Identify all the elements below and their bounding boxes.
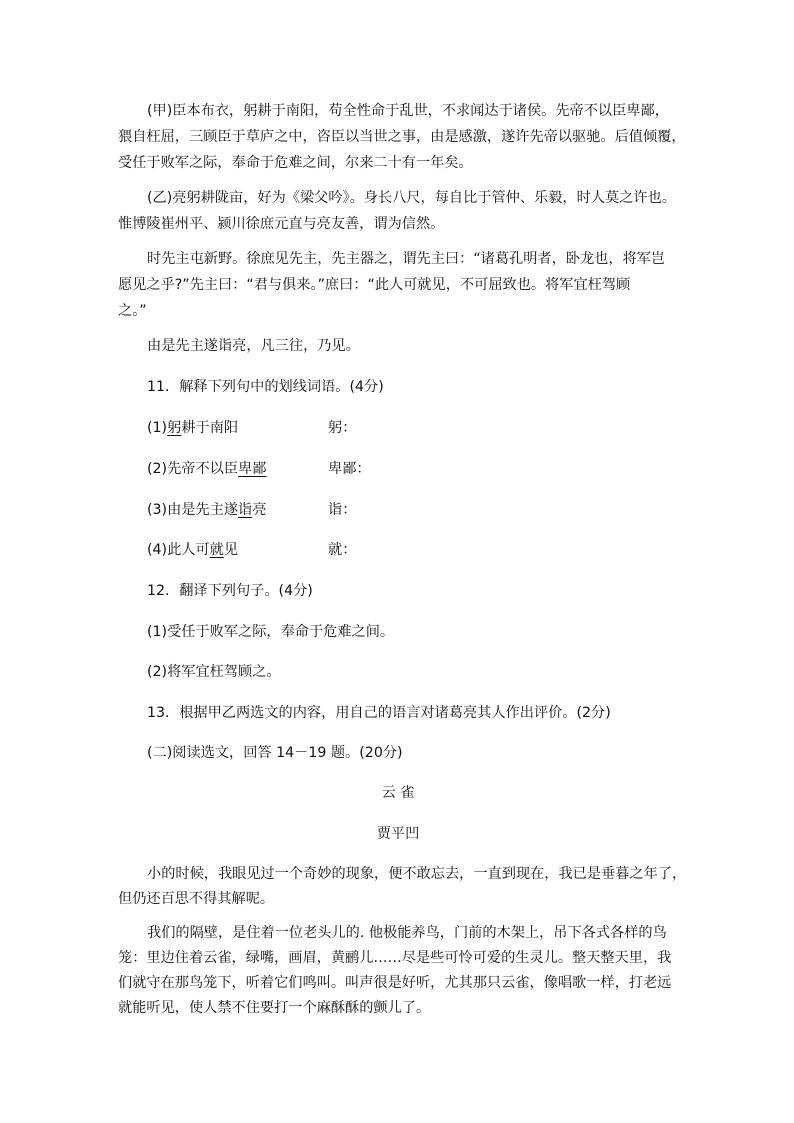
underlined-word: 卑鄙 xyxy=(238,461,267,477)
item-text: (1) xyxy=(147,420,168,436)
answer-label: 卑鄙： xyxy=(328,461,371,477)
passage-jia-line-1: (甲)臣本布衣，躬耕于南阳，苟全性命于乱世，不求闻达于诸侯。先帝不以臣卑鄙， xyxy=(147,103,669,119)
passage-jia-line-3: 受任于败军之际，奉命于危难之间，尔来二十有一年矣。 xyxy=(118,155,473,171)
item-text: 亮 xyxy=(252,502,267,518)
passage-jia-line-2: 猥自枉屈，三顾臣于草庐之中，咨臣以当世之事，由是感激，遂许先帝以驱驰。后值倾覆， xyxy=(118,129,686,145)
article-p2-line-3: 们就守在那鸟笼下，听着它们鸣叫。叫声很是好听，尤其那只云雀，像唱歌一样，打老远 xyxy=(118,975,672,991)
passage-yi-p2-line-2: 愿见之乎?”先主曰：“君与俱来。”庶曰：“此人可就见，不可屈致也。将军宜枉驾顾 xyxy=(118,277,631,293)
passage-yi-p2-line-3: 之。” xyxy=(118,303,147,319)
question-12-stem: 12．翻译下列句子。(4分) xyxy=(147,583,313,599)
question-12-sentence-1: (1)受任于败军之际，奉命于危难之间。 xyxy=(147,624,395,640)
article-p2-line-1: 我们的隔壁，是住着一位老头儿的. 他极能养鸟，门前的木架上，吊下各式各样的鸟 xyxy=(147,925,667,941)
question-12-sentence-2: (2)将军宜枉驾顾之。 xyxy=(147,664,281,680)
article-p1-line-1: 小的时候，我眼见过一个奇妙的现象，便不敢忘去，一直到现在，我已是垂暮之年了， xyxy=(147,866,687,882)
item-text: (2)先帝不以臣 xyxy=(147,461,239,477)
article-p1-line-2: 但仍还百思不得其解呢。 xyxy=(118,891,275,907)
item-text: (3)由是先主遂 xyxy=(147,502,239,518)
item-text: (4)此人可 xyxy=(147,542,210,558)
answer-label: 就： xyxy=(328,542,357,558)
passage-yi-p2-line-1: 时先主屯新野。徐庶见先主，先主器之，谓先主曰：“诸葛孔明者，卧龙也，将军岂 xyxy=(147,251,666,267)
article-title: 云 雀 xyxy=(381,785,415,801)
passage-yi-p3: 由是先主遂诣亮，凡三往，乃见。 xyxy=(147,338,360,354)
article-p2-line-2: 笼：里边住着云雀，绿嘴，画眉，黄鹂儿……尽是些可怜可爱的生灵儿。整天整天里，我 xyxy=(118,950,672,966)
section-2-heading: (二)阅读选文，回答 14－19 题。(20分) xyxy=(147,745,403,761)
article-p2-line-4: 就能听见，使人禁不住要打一个麻酥酥的颤儿了。 xyxy=(118,1000,431,1016)
underlined-word: 就 xyxy=(209,542,224,558)
item-text: 见 xyxy=(223,542,239,558)
question-11-stem: 11．解释下列句中的划线词语。(4分) xyxy=(147,379,384,395)
answer-label: 诣： xyxy=(328,502,357,518)
article-author: 贾平凹 xyxy=(376,826,420,842)
underlined-word: 躬 xyxy=(167,420,182,436)
passage-yi-line-2: 惟博陵崔州平、颍川徐庶元直与亮友善，谓为信然。 xyxy=(118,216,445,232)
underlined-word: 诣 xyxy=(238,502,253,518)
passage-yi-line-1: (乙)亮躬耕陇亩，好为《梁父吟》。身长八尺，每自比于管仲、乐毅，时人莫之许也。 xyxy=(147,190,676,206)
item-text: 耕于南阳 xyxy=(181,420,239,436)
question-13-stem: 13．根据甲乙两选文的内容，用自己的语言对诸葛亮其人作出评价。(2分) xyxy=(147,705,611,721)
answer-label: 躬： xyxy=(328,420,357,436)
